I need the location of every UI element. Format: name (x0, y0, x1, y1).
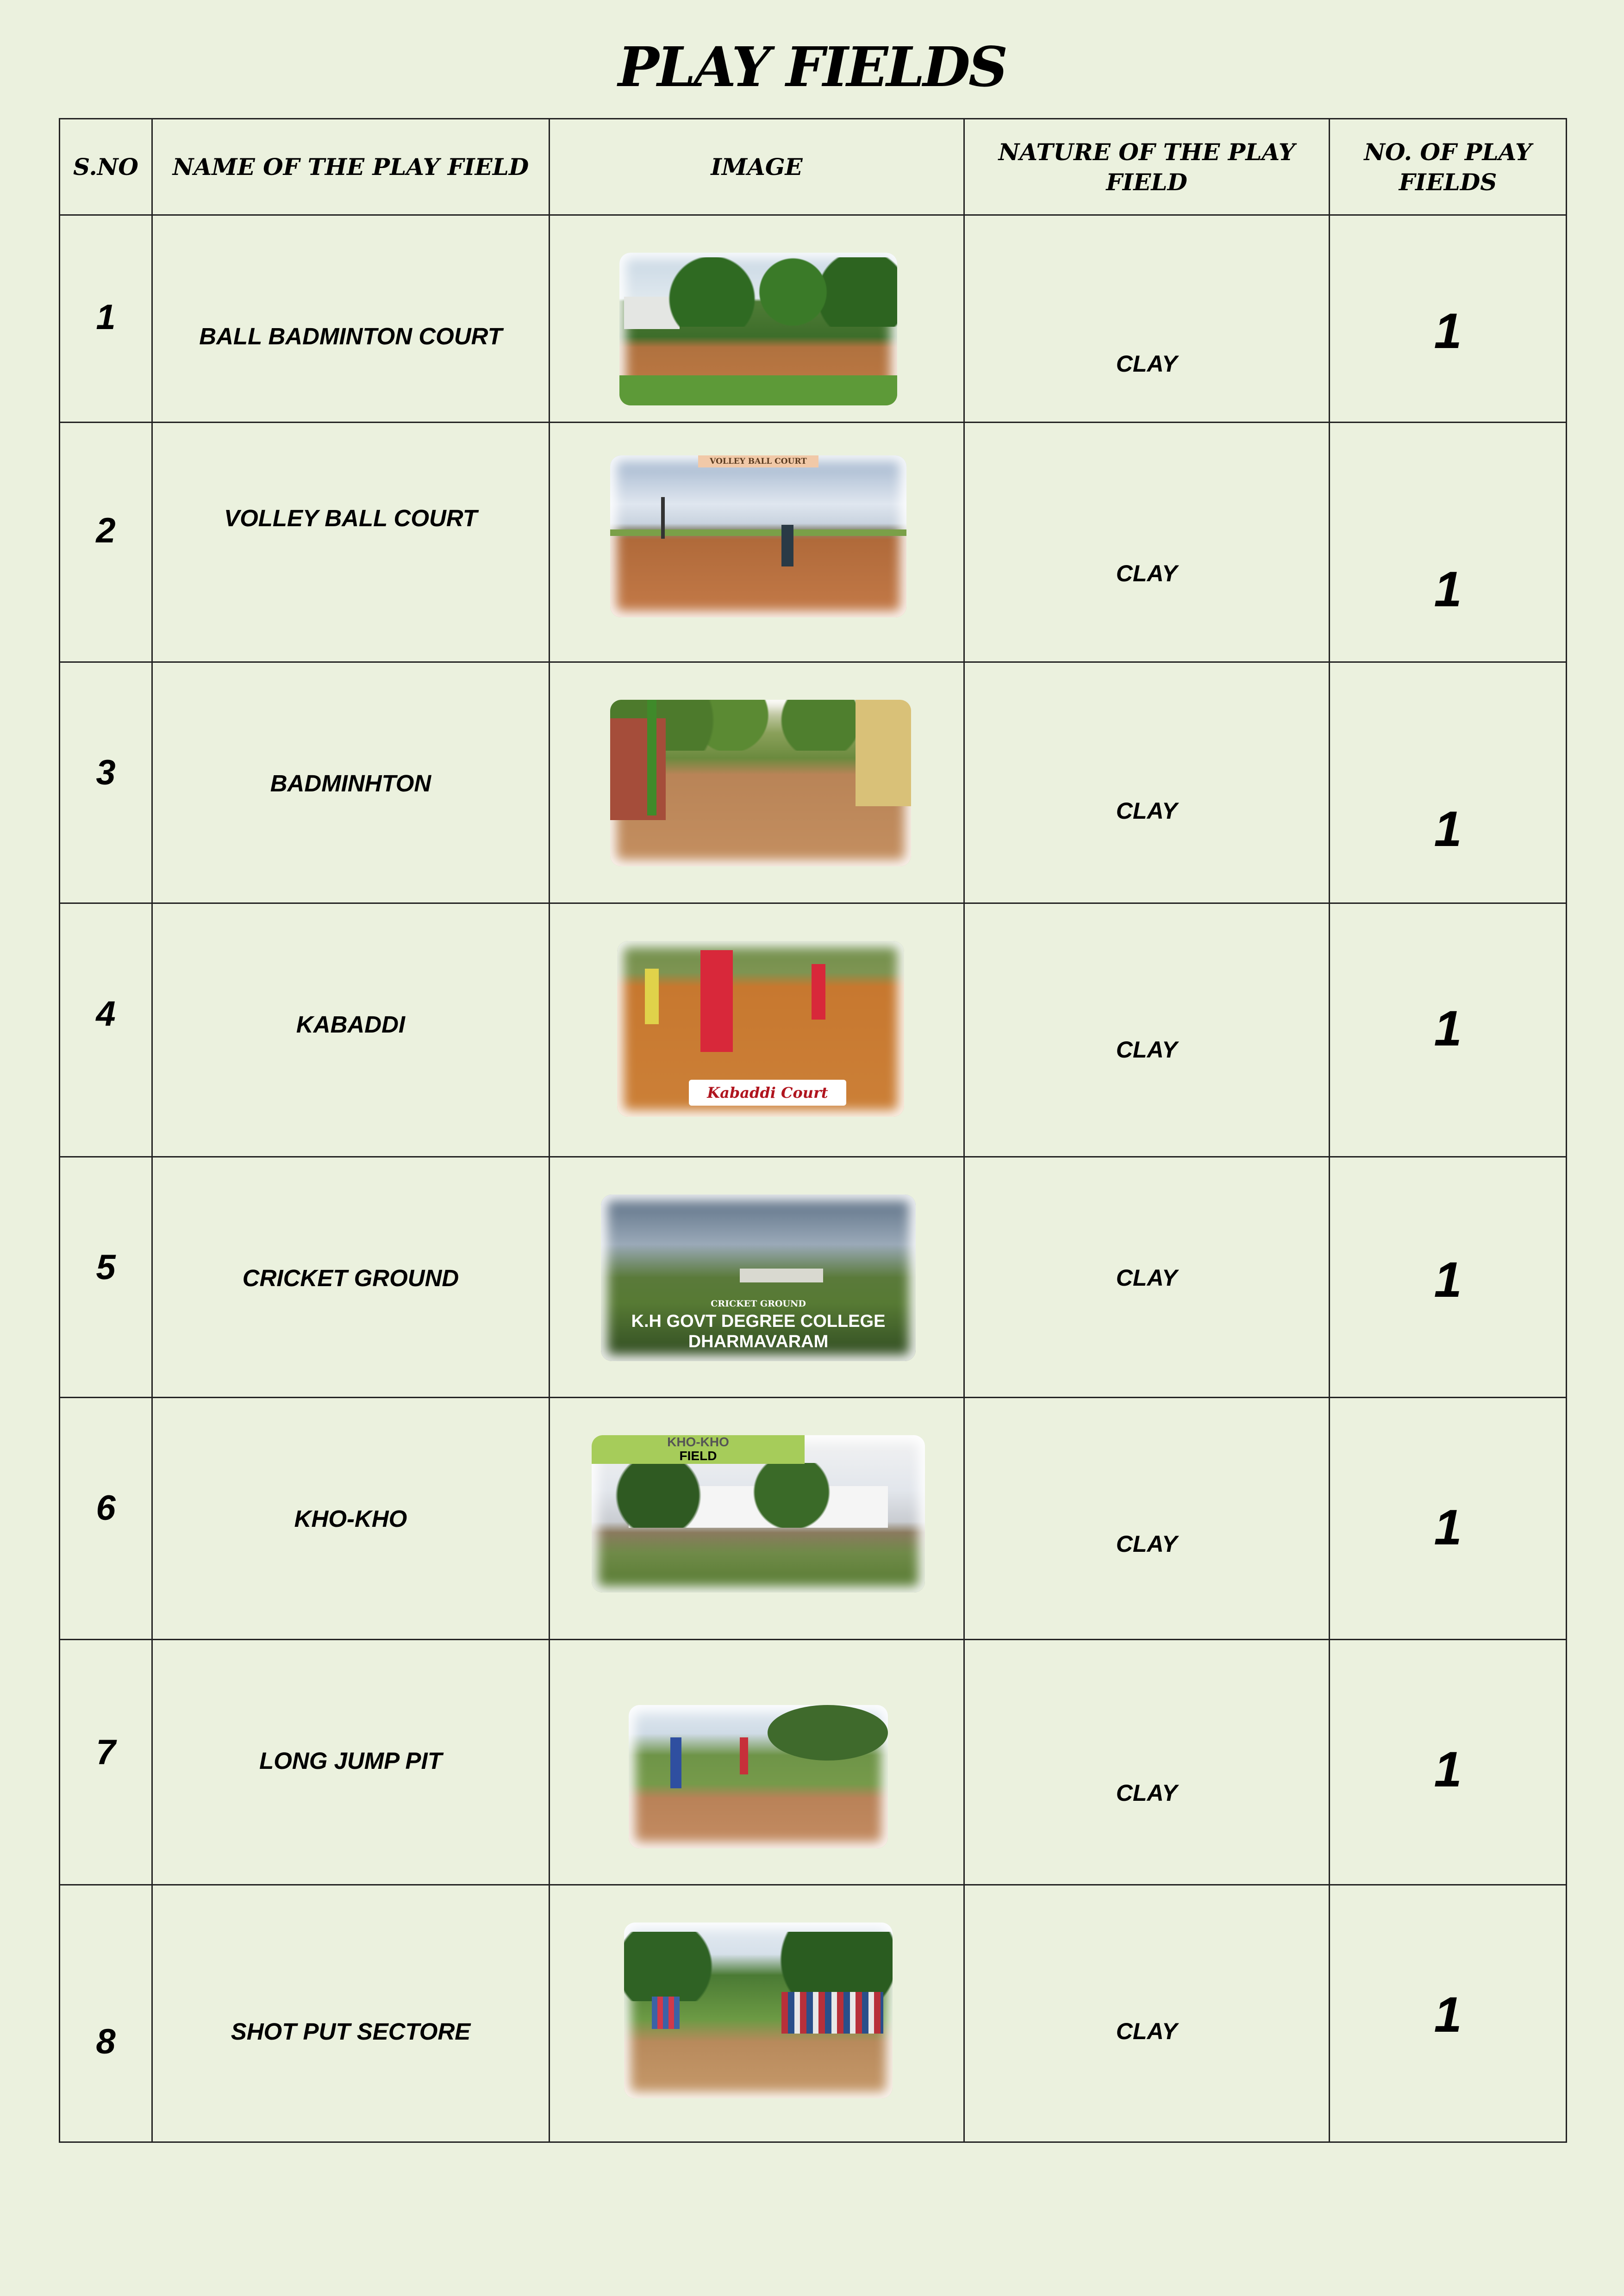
row-name: KABADDI (296, 1011, 406, 1038)
header-count (1330, 119, 1567, 215)
photo-caption-line2: FIELD (679, 1449, 717, 1463)
row-nature-cell (964, 1157, 1330, 1398)
row-nature: CLAY (1116, 560, 1178, 586)
row-count-cell (1330, 1640, 1567, 1885)
table-row (60, 1885, 1567, 2142)
row-count: 1 (1434, 1741, 1462, 1797)
row-count-cell (1330, 1157, 1567, 1398)
row-image-cell (550, 423, 964, 662)
row-name: BADMINHTON (270, 770, 431, 796)
table-row (60, 662, 1567, 903)
header-name: NAME OF THE PLAY FIELD (152, 119, 550, 215)
row-name-cell (152, 1640, 550, 1885)
header-nature: NATURE OF THE PLAY FIELD (964, 119, 1330, 215)
kho-kho-photo (592, 1435, 925, 1593)
row-image-cell (550, 1398, 964, 1640)
header-image: IMAGE (550, 119, 964, 215)
row-nature: CLAY (1116, 1531, 1178, 1557)
table-row (60, 903, 1567, 1157)
row-name-cell (152, 1398, 550, 1640)
table-row (60, 1157, 1567, 1398)
row-sno-cell (60, 215, 152, 423)
row-sno: 7 (96, 1733, 116, 1772)
row-image-cell (550, 903, 964, 1157)
row-nature: CLAY (1116, 1037, 1178, 1063)
row-sno-cell (60, 1398, 152, 1640)
row-sno: 6 (96, 1488, 116, 1528)
table-header-row (60, 119, 1567, 215)
volley-ball-photo (610, 455, 906, 617)
ball-badminton-photo (619, 253, 897, 405)
table-row (60, 423, 1567, 662)
row-count: 1 (1434, 1986, 1462, 2042)
photo-caption-line2: DHARMAVARAM (688, 1332, 829, 1351)
photo-caption-small: CRICKET GROUND (711, 1299, 806, 1309)
header-count-text: NO. OF PLAY FIELDS (1364, 138, 1532, 196)
row-image-cell (550, 662, 964, 903)
photo-caption-line1: K.H GOVT DEGREE COLLEGE (631, 1312, 886, 1331)
header-sno: S.NO (60, 119, 152, 215)
photo-caption: Kabaddi Court (689, 1080, 846, 1106)
play-fields-table (59, 118, 1567, 2143)
row-nature-cell (964, 903, 1330, 1157)
row-name: VOLLEY BALL COURT (224, 505, 477, 531)
row-image-cell (550, 1157, 964, 1398)
badminton-photo (610, 700, 911, 866)
table-row (60, 1640, 1567, 1885)
long-jump-photo (629, 1705, 888, 1848)
page-title: PLAY FIELDS (618, 35, 1006, 99)
row-sno: 5 (96, 1248, 116, 1287)
row-sno-cell (60, 1157, 152, 1398)
row-image-cell (550, 215, 964, 423)
row-sno: 8 (96, 2022, 116, 2061)
photo-caption-line1: KHO-KHO (667, 1435, 729, 1449)
row-count: 1 (1434, 303, 1462, 359)
row-count-cell (1330, 1398, 1567, 1640)
row-name: KHO-KHO (294, 1506, 407, 1532)
row-nature: CLAY (1116, 1780, 1178, 1806)
row-sno-cell (60, 662, 152, 903)
table-row (60, 1398, 1567, 1640)
row-name-cell (152, 662, 550, 903)
row-name-cell (152, 423, 550, 662)
row-sno-cell (60, 1885, 152, 2142)
row-nature-cell (964, 1885, 1330, 2142)
row-image-cell (550, 1885, 964, 2142)
row-name-cell (152, 215, 550, 423)
row-count: 1 (1434, 1499, 1462, 1555)
row-nature: CLAY (1116, 1265, 1178, 1291)
shot-put-photo (624, 1923, 893, 2098)
row-name-cell (152, 903, 550, 1157)
row-count-cell (1330, 423, 1567, 662)
row-count: 1 (1434, 1000, 1462, 1056)
photo-caption: VOLLEY BALL COURT (698, 455, 818, 467)
row-nature-cell (964, 1398, 1330, 1640)
cricket-ground-photo (601, 1195, 916, 1361)
row-name-cell (152, 1885, 550, 2142)
row-sno-cell (60, 903, 152, 1157)
row-count-cell (1330, 903, 1567, 1157)
row-nature-cell (964, 423, 1330, 662)
row-image-cell (550, 1640, 964, 1885)
row-count: 1 (1434, 561, 1462, 617)
row-count: 1 (1434, 801, 1462, 857)
row-nature: CLAY (1116, 351, 1178, 377)
row-nature-cell (964, 215, 1330, 423)
table-row (60, 215, 1567, 423)
row-sno: 2 (96, 511, 116, 550)
row-count-cell (1330, 215, 1567, 423)
row-name: CRICKET GROUND (242, 1265, 459, 1291)
row-sno-cell (60, 1640, 152, 1885)
row-nature-cell (964, 1640, 1330, 1885)
row-sno-cell (60, 423, 152, 662)
row-count-cell (1330, 1885, 1567, 2142)
row-name-cell (152, 1157, 550, 1398)
row-name: SHOT PUT SECTORE (231, 2018, 471, 2045)
row-name: LONG JUMP PIT (259, 1748, 442, 1774)
row-sno: 1 (96, 298, 116, 337)
photo-caption (592, 1435, 805, 1464)
kabaddi-photo (617, 941, 904, 1117)
row-nature: CLAY (1116, 2018, 1178, 2044)
row-count: 1 (1434, 1251, 1462, 1307)
row-nature-cell (964, 662, 1330, 903)
row-name: BALL BADMINTON COURT (199, 323, 502, 349)
row-nature: CLAY (1116, 798, 1178, 824)
row-count-cell (1330, 662, 1567, 903)
row-sno: 4 (96, 994, 116, 1033)
row-sno: 3 (96, 753, 116, 792)
